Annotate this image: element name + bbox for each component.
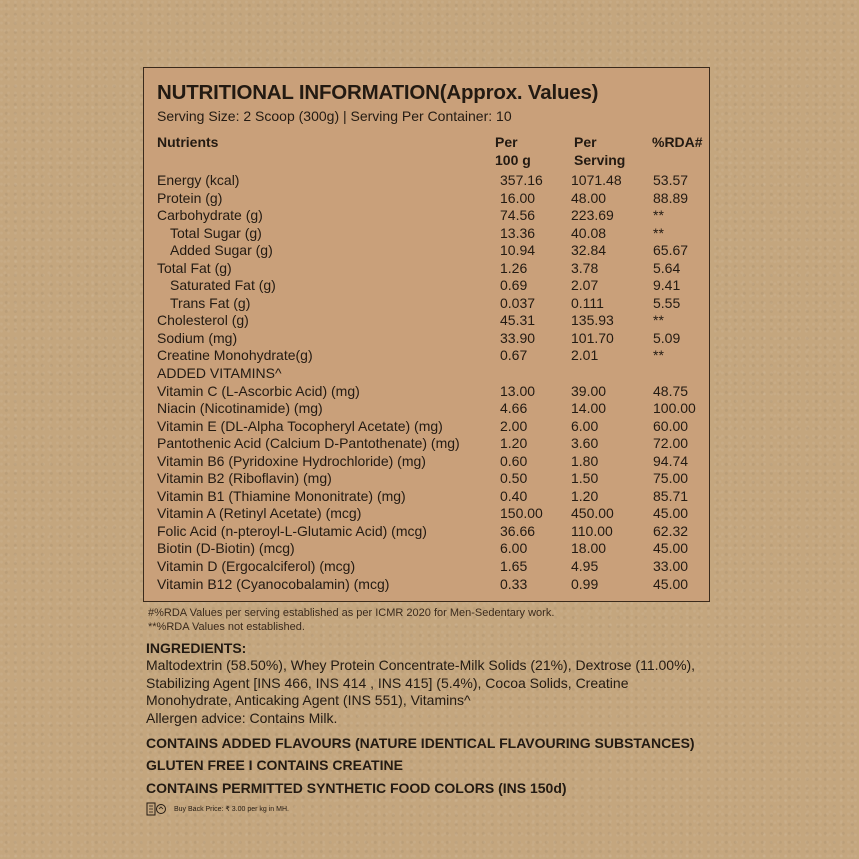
table-row: [157, 383, 707, 401]
header-per-100g: [495, 133, 531, 169]
value-per-serving: 223.69: [571, 207, 614, 224]
value-rda: 33.00: [653, 558, 689, 575]
nutrient-name: Pantothenic Acid (Calcium D-Pantothenate) (mg): [157, 435, 460, 452]
ingredients-text: Maltodextrin (58.50%), Whey Protein Concentrate-Milk Solids (21%), Dextrose (11.00%), Stabilizing Agent [INS 466, INS 414 , INS 415] (5.4%), Cocoa Solids, Creatine Monohydrate, Anticaking Agent (INS 551), Vitamins^: [146, 657, 696, 708]
nutrition-panel: [143, 67, 710, 602]
table-row: [157, 576, 707, 594]
nutrient-name: Biotin (D-Biotin) (mcg): [157, 540, 295, 557]
value-per-serving: 39.00: [571, 382, 607, 399]
value-rda: 60.00: [653, 417, 689, 434]
value-rda: 5.55: [653, 294, 681, 311]
nutrient-name: Vitamin B6 (Pyridoxine Hydrochloride) (mg): [157, 452, 426, 469]
value-per-serving: 1.80: [571, 452, 599, 469]
value-rda: 53.57: [653, 172, 689, 188]
nutrient-name: Trans Fat (g): [170, 294, 251, 311]
value-per-serving: 18.00: [571, 540, 607, 557]
table-row: [157, 453, 707, 471]
value-per-serving: 3.60: [571, 435, 599, 452]
table-row: [157, 172, 707, 190]
value-rda: 85.71: [653, 487, 689, 504]
nutrient-name: Protein (g): [157, 189, 223, 206]
recycle-icon: [146, 802, 168, 816]
value-per-100g: 2.00: [500, 417, 528, 434]
value-per-serving: 110.00: [571, 522, 613, 539]
value-rda: 75.00: [653, 470, 689, 487]
value-per-100g: 16.00: [500, 189, 536, 206]
value-rda: 5.64: [653, 259, 681, 276]
value-rda: **: [653, 207, 664, 224]
nutrient-name: Added Sugar (g): [170, 242, 273, 259]
table-row: [157, 470, 707, 488]
table-row: [157, 190, 707, 208]
nutrient-name: Saturated Fat (g): [170, 277, 276, 294]
header-nutrients: Nutrients: [157, 134, 219, 150]
value-rda: 5.09: [653, 329, 681, 346]
table-row: [157, 330, 707, 348]
value-per-100g: 33.90: [500, 329, 536, 346]
value-per-serving: 32.84: [571, 242, 607, 259]
food-colors-statement: CONTAINS PERMITTED SYNTHETIC FOOD COLORS (INS 150d): [146, 780, 567, 796]
table-row: [157, 400, 707, 418]
value-per-100g: 0.69: [500, 277, 528, 294]
value-rda: 48.75: [653, 382, 689, 399]
table-row: [157, 523, 707, 541]
value-rda: **: [653, 347, 664, 364]
table-row: [157, 418, 707, 436]
value-per-100g: 0.50: [500, 470, 528, 487]
header-per-100g-text: Per 100 g: [495, 134, 531, 168]
ingredients-heading: INGREDIENTS:: [146, 640, 247, 656]
allergen-advice: Allergen advice: Contains Milk.: [146, 709, 338, 726]
value-rda: 62.32: [653, 522, 689, 539]
table-row: [157, 207, 707, 225]
nutrient-name: Cholesterol (g): [157, 312, 249, 329]
value-per-serving: 1071.48: [571, 172, 622, 188]
value-per-100g: 357.16: [500, 172, 543, 188]
value-per-serving: 0.111: [571, 294, 604, 311]
value-per-serving: 0.99: [571, 575, 599, 592]
nutrient-name: Folic Acid (n-pteroyl-L-Glutamic Acid) (mcg): [157, 522, 427, 539]
value-rda: 45.00: [653, 505, 689, 522]
value-per-serving: 450.00: [571, 505, 614, 522]
panel-title: NUTRITIONAL INFORMATION(Approx. Values): [157, 81, 599, 104]
nutrient-name: Total Sugar (g): [170, 224, 262, 241]
value-per-serving: 1.20: [571, 487, 599, 504]
value-per-serving: 135.93: [571, 312, 614, 329]
header-per-serving: [574, 133, 625, 169]
value-per-serving: 1.50: [571, 470, 599, 487]
value-rda: 9.41: [653, 277, 681, 294]
footnote-not-established: **%RDA Values not established.: [148, 621, 305, 633]
table-row: [157, 295, 707, 313]
nutrient-table: [157, 172, 707, 593]
table-row: [157, 347, 707, 365]
table-row: [157, 277, 707, 295]
value-per-serving: 4.95: [571, 558, 599, 575]
nutrient-name: Vitamin B1 (Thiamine Mononitrate) (mg): [157, 487, 406, 504]
value-per-serving: 48.00: [571, 189, 607, 206]
nutrient-name: Vitamin E (DL-Alpha Tocopheryl Acetate) (mg): [157, 417, 443, 434]
buyback-text: Buy Back Price: ₹ 3.00 per kg in MH.: [174, 806, 289, 813]
value-per-100g: 0.67: [500, 347, 528, 364]
value-per-100g: 0.60: [500, 452, 528, 469]
nutrient-name: Vitamin D (Ergocalciferol) (mcg): [157, 558, 356, 575]
table-row: [157, 505, 707, 523]
value-per-100g: 45.31: [500, 312, 536, 329]
footnote-rda: #%RDA Values per serving established as per ICMR 2020 for Men-Sedentary work.: [148, 607, 555, 619]
nutrient-name: Creatine Monohydrate(g): [157, 347, 313, 364]
value-per-100g: 13.00: [500, 382, 536, 399]
value-per-serving: 101.70: [571, 329, 614, 346]
value-per-100g: 10.94: [500, 242, 536, 259]
value-rda: **: [653, 224, 664, 241]
value-rda: **: [653, 312, 664, 329]
buyback-row: [146, 802, 289, 816]
nutrient-name: Carbohydrate (g): [157, 207, 263, 224]
value-per-serving: 6.00: [571, 417, 599, 434]
value-per-100g: 0.40: [500, 487, 528, 504]
value-rda: 65.67: [653, 242, 689, 259]
table-row: [157, 365, 707, 383]
value-per-serving: 40.08: [571, 224, 607, 241]
header-rda: [652, 133, 703, 151]
gluten-free-statement: GLUTEN FREE I CONTAINS CREATINE: [146, 757, 403, 773]
value-per-100g: 4.66: [500, 400, 528, 417]
nutrient-name: Vitamin B2 (Riboflavin) (mg): [157, 470, 332, 487]
nutrient-name: Vitamin B12 (Cyanocobalamin) (mcg): [157, 575, 390, 592]
value-per-serving: 14.00: [571, 400, 607, 417]
value-per-100g: 1.26: [500, 259, 528, 276]
table-row: [157, 558, 707, 576]
value-per-100g: 1.65: [500, 558, 528, 575]
nutrient-name: Vitamin A (Retinyl Acetate) (mcg): [157, 505, 362, 522]
value-rda: 45.00: [653, 575, 689, 592]
header-rda-text: %RDA#: [652, 134, 703, 150]
table-row: [157, 540, 707, 558]
value-rda: 100.00: [653, 400, 696, 417]
nutrient-name: ADDED VITAMINS^: [157, 365, 282, 382]
table-row: [157, 312, 707, 330]
serving-info: Serving Size: 2 Scoop (300g) | Serving Per Container: 10: [157, 108, 512, 124]
value-per-100g: 6.00: [500, 540, 528, 557]
table-row: [157, 435, 707, 453]
nutrient-name: Vitamin C (L-Ascorbic Acid) (mg): [157, 382, 360, 399]
table-row: [157, 242, 707, 260]
value-per-100g: 74.56: [500, 207, 536, 224]
value-rda: 88.89: [653, 189, 689, 206]
value-per-100g: 0.037: [500, 294, 536, 311]
value-per-100g: 0.33: [500, 575, 528, 592]
nutrient-name: Energy (kcal): [157, 172, 240, 188]
value-per-100g: 13.36: [500, 224, 536, 241]
value-per-serving: 3.78: [571, 259, 599, 276]
nutrient-name: Total Fat (g): [157, 259, 232, 276]
nutrient-name: Niacin (Nicotinamide) (mg): [157, 400, 323, 417]
table-row: [157, 260, 707, 278]
value-per-100g: 1.20: [500, 435, 528, 452]
table-row: [157, 225, 707, 243]
value-per-100g: 150.00: [500, 505, 543, 522]
value-rda: 45.00: [653, 540, 689, 557]
value-rda: 72.00: [653, 435, 689, 452]
table-row: [157, 488, 707, 506]
header-per-serving-text: Per Serving: [574, 134, 626, 168]
value-per-serving: 2.01: [571, 347, 599, 364]
value-per-100g: 36.66: [500, 522, 536, 539]
nutrient-name: Sodium (mg): [157, 329, 238, 346]
value-rda: 94.74: [653, 452, 689, 469]
flavours-statement: CONTAINS ADDED FLAVOURS (NATURE IDENTICAL FLAVOURING SUBSTANCES): [146, 735, 695, 751]
value-per-serving: 2.07: [571, 277, 599, 294]
ingredients-block: [146, 657, 716, 727]
